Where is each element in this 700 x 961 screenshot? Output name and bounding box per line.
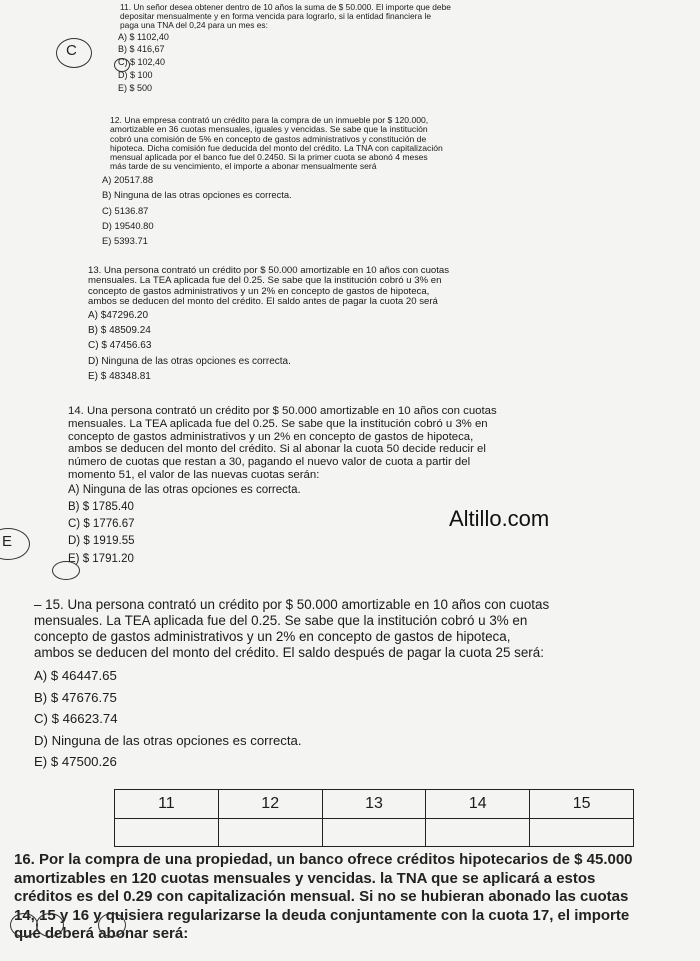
site-watermark: Altillo.com	[449, 506, 550, 531]
question-12	[102, 116, 572, 249]
q14-handwritten-mark: E	[2, 533, 13, 550]
q12-option-a: A) 20517.88	[102, 173, 154, 185]
q11-option-b: B) $ 416,67	[118, 44, 165, 55]
q14-option-a: A) Ninguna de las otras opciones es correcta.	[68, 483, 301, 496]
q15-option-a: A) $ 46447.65	[34, 668, 117, 683]
answer-cell	[426, 818, 530, 847]
question-14	[62, 405, 622, 568]
answer-grid-header: 15	[530, 790, 634, 819]
answer-grid-header: 14	[426, 790, 530, 819]
question-11	[116, 3, 556, 95]
q13-option-d: D) Ninguna de las otras opciones es correcta.	[88, 355, 291, 367]
q16-circle-15	[36, 913, 64, 937]
q14-option-d: D) $ 1919.55	[68, 535, 135, 548]
answer-grid-header: 12	[218, 790, 322, 819]
q12-option-d: D) 19540.80	[102, 220, 154, 231]
q13-option-e: E) $ 48348.81	[88, 370, 151, 382]
q15-option-d: D) Ninguna de las otras opciones es correcta.	[34, 732, 302, 748]
answer-cell	[322, 818, 426, 847]
question-15-stem: – 15. Una persona contrató un crédito por $ 50.000 amortizable en 10 años con cuotas mensuales. La TEA aplicada fue del 0.25. Se sabe que la institución cobró u 3% en concepto de gastos administrativos y un 2% en concepto de gastos de hipoteca, ambos se deducen del monto del crédito. El saldo después de pagar la cuota 25 será:	[34, 597, 550, 660]
q11-option-c: C) $ 102,40	[118, 57, 166, 68]
q14-option-c: C) $ 1776.67	[68, 518, 135, 531]
q14-option-e-circle	[52, 561, 80, 580]
question-15	[34, 597, 674, 773]
q13-option-a: A) $47296.20	[88, 309, 149, 321]
q12-option-e: E) 5393.71	[102, 235, 148, 247]
question-14-stem: 14. Una persona contrató un crédito por $ 50.000 amortizable en 10 años con cuotas mensuales. La TEA aplicada fue del 0.25. Se sabe que la institución cobró u 3% en concepto de gastos administrativos y un 2% en concepto de gastos de hipoteca, ambos se deducen del monto del crédito. Si al abonar la cuota 50 decide reducir el número de cuotas que restan a 30, pagando el nuevo valor de cuota a partir del momento 51, el valor de las nuevas cuotas serán:	[68, 405, 497, 481]
q14-option-e: E) $ 1791.20	[68, 552, 134, 565]
question-13-stem: 13. Una persona contrató un crédito por $ 50.000 amortizable en 10 años con cuotas mensuales. La TEA aplicada fue del 0.25. Se sabe que la institución cobró u 3% en concepto de gastos administrativos y un 2% en concepto de gastos de hipoteca, ambos se deducen del monto del crédito. El saldo antes de pagar la cuota 20 será	[88, 265, 450, 308]
q15-option-c: C) $ 46623.74	[34, 711, 118, 726]
answer-cell	[530, 818, 634, 847]
q13-option-b: B) $ 48509.24	[88, 324, 151, 336]
q15-option-b: B) $ 47676.75	[34, 689, 117, 705]
q15-option-e: E) $ 47500.26	[34, 754, 117, 769]
answer-cell	[115, 818, 219, 847]
q11-option-c-circle	[114, 58, 130, 72]
q13-option-c: C) $ 47456.63	[88, 340, 152, 352]
question-13	[88, 266, 588, 384]
q14-option-b: B) $ 1785.40	[68, 500, 134, 513]
question-16-stem: 16. Por la compra de una propiedad, un banco ofrece créditos hipotecarios de $ 45.000 amortizables en 120 cuotas mensuales y vencidas. la TNA que se aplicará a estos créditos es del 0.29 con capitalización mensual. Si no se hubieran abonado las cuotas 14, 15 y 16 y quisiera regularizarse la deuda conjuntamente con la cuota 17, el importe que deberá abonar será:	[14, 851, 633, 942]
q11-option-a: A) $ 1102,40	[118, 31, 169, 42]
answer-grid	[114, 789, 634, 847]
answer-grid-header: 13	[322, 790, 426, 819]
answer-grid-header: 11	[115, 790, 219, 819]
question-12-stem: 12. Una empresa contrató un crédito para la compra de un inmueble por $ 120.000, amortizable en 36 cuotas mensuales, iguales y vencidas. Se sabe que la institución cobró una comisión de 5% en concepto de gastos administrativos y constitución de hipoteca. Dicha comisión fue deducida del monto del crédito. La TNA con capitalización mensual aplicada por el banco fue del 0.2450. Si la primer cuota se abonó 4 meses más tarde de su vencimiento, el importe a abonar mensualmente será	[110, 115, 443, 172]
answer-grid-header-row	[115, 790, 634, 819]
answer-grid-answer-row	[115, 818, 634, 847]
q12-option-b: B) Ninguna de las otras opciones es correcta.	[102, 189, 292, 201]
q11-option-d: D) $ 100	[118, 70, 153, 80]
q11-handwritten-mark: C	[66, 42, 77, 59]
q11-option-e: E) $ 500	[118, 82, 153, 93]
q12-option-c: C) 5136.87	[102, 204, 149, 216]
q16-circle-16	[98, 913, 126, 937]
q16-circle-14	[10, 913, 38, 937]
question-11-stem: 11. Un señor desea obtener dentro de 10 años la suma de $ 50.000. El importe que debe depositar mensualmente y en forma vencida para lograrlo, si la entidad financiera le paga una TNA del 0,24 para un mes es:	[120, 2, 451, 31]
answer-cell	[218, 818, 322, 847]
